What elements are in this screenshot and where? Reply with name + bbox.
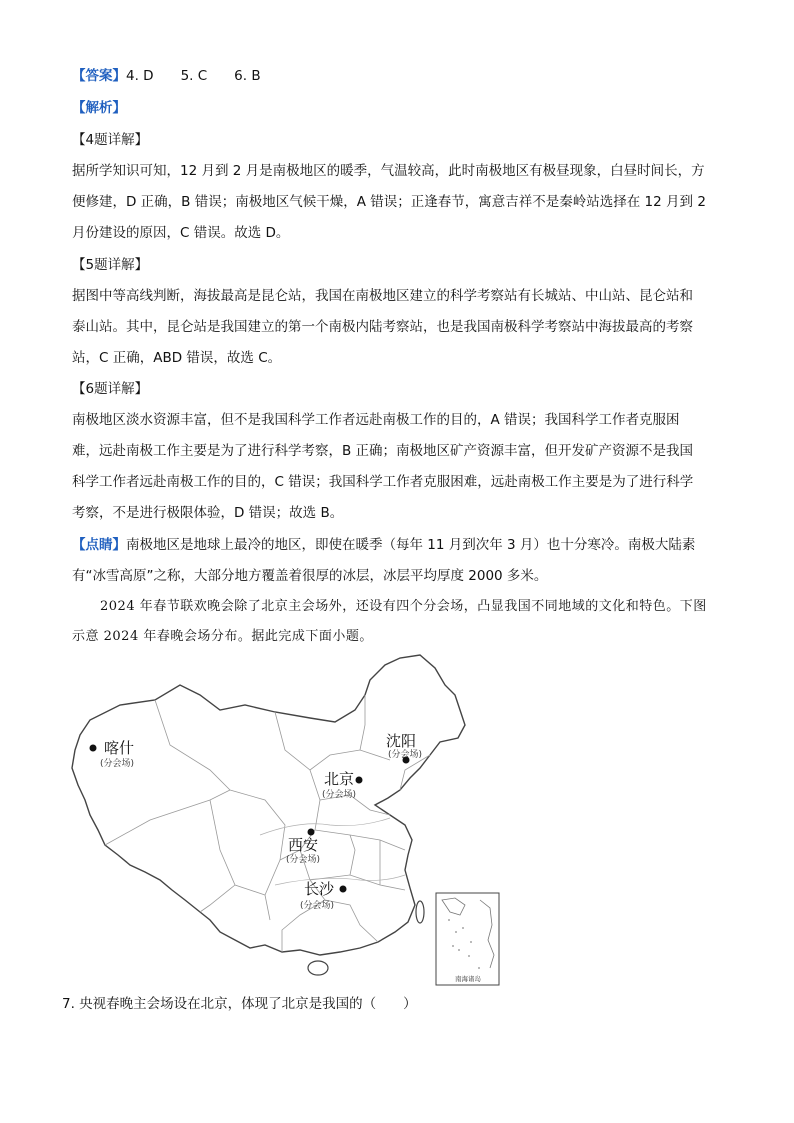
city-dot xyxy=(308,829,315,836)
china-map-svg xyxy=(60,650,520,990)
city-name: 西安 xyxy=(288,836,319,854)
q6-line-4: 考察，不是进行极限体验，D 错误；故选 B。 xyxy=(72,505,344,521)
city-name: 长沙 xyxy=(304,880,335,898)
q5-line-1: 据图中等高线判断，海拔最高是昆仑站，我国在南极地区建立的科学考察站有长城站、中山站、昆仑站和 xyxy=(72,288,693,304)
q6-line-3: 科学工作者远赴南极工作的目的，C 错误；我国科学工作者克服困难，远赴南极工作主要是为了进行科学 xyxy=(72,474,694,490)
q5-line-2: 泰山站。其中，昆仑站是我国建立的第一个南极内陆考察站，也是我国南极科学考察站中海拔最高的考察 xyxy=(72,319,693,335)
city-changsha xyxy=(300,880,347,911)
city-kashgar xyxy=(90,739,135,769)
answer-tag: 【答案】 xyxy=(72,68,126,84)
china-map xyxy=(60,650,520,990)
answer-text: 4. D 5. C 6. B xyxy=(126,68,261,84)
tip-text-1: 南极地区是地球上最冷的地区，即使在暖季（每年 11 月到次年 3 月）也十分寒冷。南极大陆素 xyxy=(126,537,696,553)
city-sub: (分会场) xyxy=(388,750,423,760)
q5-line-3: 站，C 正确，ABD 错误，故选 C。 xyxy=(72,350,282,366)
inset-box xyxy=(436,893,499,985)
q6-line-1: 南极地区淡水资源丰富，但不是我国科学工作者远赴南极工作的目的，A 错误；我国科学工作者克服困 xyxy=(72,412,680,428)
rivers xyxy=(260,818,405,885)
city-sub: (分会场) xyxy=(100,759,135,769)
city-shenyang xyxy=(386,732,422,764)
city-xian xyxy=(286,829,320,866)
q4-tag: 【4题详解】 xyxy=(72,132,149,148)
q6-tag: 【6题详解】 xyxy=(72,381,149,397)
question-7: 7. 央视春晚主会场设在北京，体现了北京是我国的（ ） xyxy=(62,996,417,1012)
q4-line-1: 据所学知识可知，12 月到 2 月是南极地区的暖季，气温较高，此时南极地区有极昼现象，白昼时间长，方 xyxy=(72,163,705,179)
tip-line-1 xyxy=(72,535,695,555)
city-sub: (分会场) xyxy=(300,901,335,911)
intro-line-2: 示意 2024 年春晚会场分布。据此完成下面小题。 xyxy=(72,629,373,644)
city-sub: (分会场) xyxy=(322,790,357,800)
intro-line-1: 2024 年春节联欢晚会除了北京主会场外，还设有四个分会场，凸显我国不同地域的文化和特色。下图 xyxy=(100,599,707,614)
inset-label: 南海诸岛 xyxy=(455,975,481,983)
city-name: 北京 xyxy=(324,770,355,788)
province-borders xyxy=(105,695,430,952)
hainan-island xyxy=(308,961,328,975)
city-dot xyxy=(356,777,363,784)
answer-line xyxy=(72,66,261,86)
q5-tag: 【5题详解】 xyxy=(72,257,149,273)
city-name: 喀什 xyxy=(104,739,135,757)
city-sub: (分会场) xyxy=(286,855,321,865)
tip-tag: 【点睛】 xyxy=(72,537,126,553)
city-beijing xyxy=(322,770,363,800)
city-dot xyxy=(340,886,347,893)
analysis-tag: 【解析】 xyxy=(72,100,126,116)
q4-line-2: 便修建，D 正确，B 错误；南极地区气候干燥，A 错误；正逢春节，寓意吉祥不是秦岭站选择在 12 月到 2 xyxy=(72,194,706,210)
q4-line-3: 月份建设的原因，C 错误。故选 D。 xyxy=(72,225,290,241)
city-dot xyxy=(90,745,97,752)
q6-line-2: 难，远赴南极工作主要是为了进行科学考察，B 正确；南极地区矿产资源丰富，但开发矿产资源不是我国 xyxy=(72,443,694,459)
taiwan-island xyxy=(416,901,424,923)
tip-line-2: 有“冰雪高原”之称，大部分地方覆盖着很厚的冰层，冰层平均厚度 2000 多米。 xyxy=(72,568,548,584)
city-name: 沈阳 xyxy=(386,732,417,750)
